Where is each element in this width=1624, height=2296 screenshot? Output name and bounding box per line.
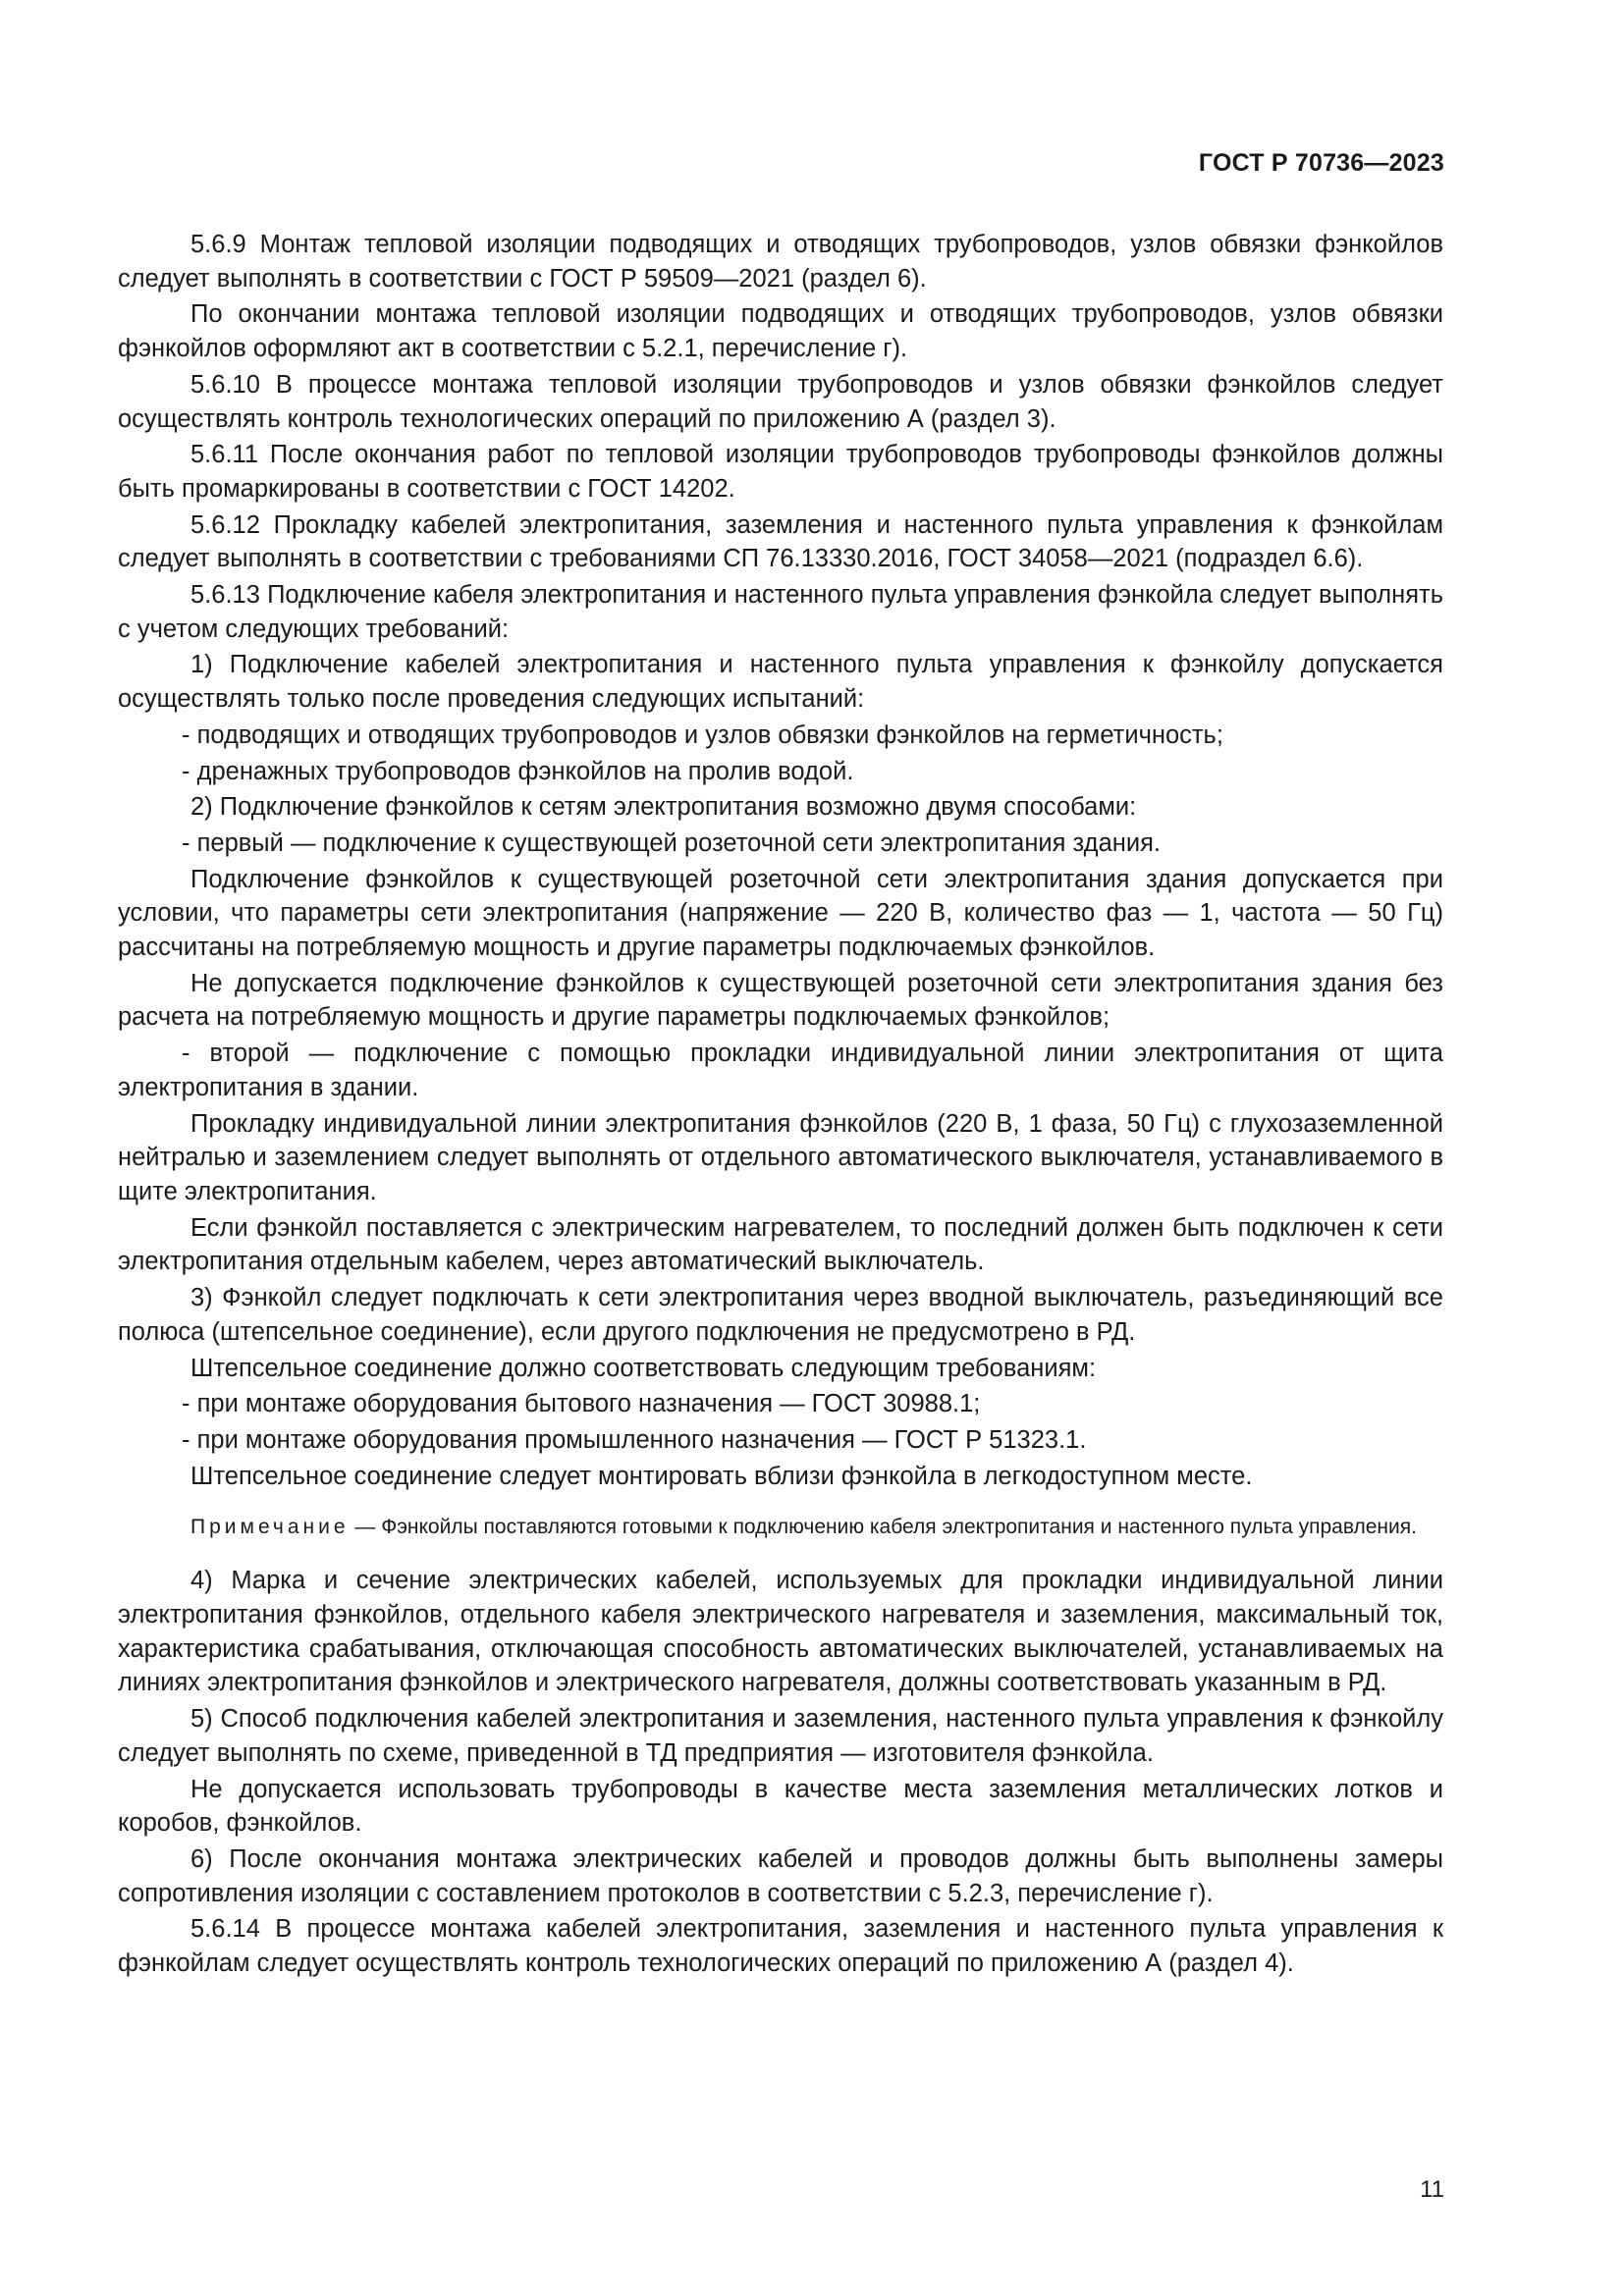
paragraph: Штепсельное соединение следует монтировать вблизи фэнкойла в легкодоступном месте. — [190, 1462, 1253, 1490]
list-item: - подводящих и отводящих трубопроводов и узлов обвязки фэнкойлов на герметичность; — [182, 721, 1223, 749]
list-item: - при монтаже оборудования бытового назначения — ГОСТ 30988.1; — [182, 1390, 981, 1418]
paragraph: 5.6.12 Прокладку кабелей электропитания, заземления и настенного пульта управления к фэнкойлам следует выполнять в соответствии с требованиями СП 76.13330.2016, ГОСТ 34058—2021 (подраздел 6.6). — [118, 510, 1443, 573]
document-body — [118, 228, 1443, 1983]
list-item: - дренажных трубопроводов фэнкойлов на пролив водой. — [182, 757, 854, 785]
paragraph: По окончании монтажа тепловой изоляции подводящих и отводящих трубопроводов, узлов обвязки фэнкойлов оформляют акт в соответствии с 5.2.1, перечисление г). — [118, 300, 1443, 363]
paragraph: Подключение фэнкойлов к существующей розеточной сети электропитания здания допускается при условии, что параметры сети электропитания (напряжение — 220 В, количество фаз — 1, частота — 50 Гц) рассчитаны на потребляемую мощность и другие параметры подключаемых фэнкойлов. — [118, 865, 1443, 962]
note — [118, 1513, 1443, 1542]
paragraph: 5.6.14 В процессе монтажа кабелей электропитания, заземления и настенного пульта управления к фэнкойлам следует осуществлять контроль технологических операций по приложению А (раздел 4). — [118, 1915, 1443, 1978]
paragraph: 5.6.13 Подключение кабеля электропитания и настенного пульта управления фэнкойла следует выполнять с учетом следующих требований: — [118, 581, 1443, 643]
list-item: - при монтаже оборудования промышленного назначения — ГОСТ Р 51323.1. — [182, 1425, 1087, 1454]
paragraph: Если фэнкойл поставляется с электрическим нагревателем, то последний должен быть подключен к сети электропитания отдельным кабелем, через автоматический выключатель. — [118, 1213, 1443, 1276]
paragraph: 5) Способ подключения кабелей электропитания и заземления, настенного пульта управления к фэнкойлу следует выполнять по схеме, приведенной в ТД предприятия — изготовителя фэнкойла. — [118, 1705, 1443, 1767]
paragraph: 4) Марка и сечение электрических кабелей, используемых для прокладки индивидуальной линии электропитания фэнкойлов, отдельного кабеля электрического нагревателя и заземления, максимальный ток, характеристика срабатывания, отключающая способность автоматических выключателей, устанавливаемых на линиях электропитания фэнкойлов и электрического нагревателя, должны соответствовать указанным в РД. — [118, 1567, 1443, 1697]
note-text: — Фэнкойлы поставляются готовыми к подключению кабеля электропитания и настенного пульта управления. — [349, 1516, 1417, 1539]
paragraph: 2) Подключение фэнкойлов к сетям электропитания возможно двумя способами: — [190, 793, 1137, 822]
paragraph: 5.6.11 После окончания работ по тепловой изоляции трубопроводов трубопроводы фэнкойлов должны быть промаркированы в соответствии с ГОСТ 14202. — [118, 441, 1443, 503]
paragraph: Не допускается подключение фэнкойлов к существующей розеточной сети электропитания здания без расчета на потребляемую мощность и другие параметры подключаемых фэнкойлов; — [118, 969, 1443, 1032]
standard-header: ГОСТ Р 70736—2023 — [1198, 149, 1444, 177]
paragraph: 1) Подключение кабелей электропитания и настенного пульта управления к фэнкойлу допускается осуществлять только после проведения следующих испытаний: — [118, 651, 1443, 714]
paragraph: Прокладку индивидуальной линии электропитания фэнкойлов (220 В, 1 фаза, 50 Гц) с глухозаземленной нейтралью и заземлением следует выполнять от отдельного автоматического выключателя, устанавливаемого в щите электропитания. — [118, 1109, 1443, 1205]
list-item: - второй — подключение с помощью прокладки индивидуальной линии электропитания от щита электропитания в здании. — [118, 1040, 1443, 1101]
list-item: - первый — подключение к существующей розеточной сети электропитания здания. — [182, 828, 1161, 857]
page-number: 11 — [1420, 2176, 1444, 2203]
paragraph: Не допускается использовать трубопроводы в качестве места заземления металлических лотков и коробов, фэнкойлов. — [118, 1775, 1443, 1838]
note-label: Примечание — [190, 1516, 350, 1539]
paragraph: 5.6.10 В процессе монтажа тепловой изоляции трубопроводов и узлов обвязки фэнкойлов следует осуществлять контроль технологических операций по приложению А (раздел 3). — [118, 370, 1443, 433]
paragraph: 6) После окончания монтажа электрических кабелей и проводов должны быть выполнены замеры сопротивления изоляции с составлением протоколов в соответствии с 5.2.3, перечисление г). — [118, 1844, 1443, 1907]
paragraph: Штепсельное соединение должно соответствовать следующим требованиям: — [190, 1354, 1097, 1382]
paragraph: 3) Фэнкойл следует подключать к сети электропитания через вводной выключатель, разъединяющий все полюса (штепсельное соединение), если другого подключения не предусмотрено в РД. — [118, 1284, 1443, 1346]
paragraph: 5.6.9 Монтаж тепловой изоляции подводящих и отводящих трубопроводов, узлов обвязки фэнкойлов следует выполнять в соответствии с ГОСТ Р 59509—2021 (раздел 6). — [118, 231, 1443, 293]
